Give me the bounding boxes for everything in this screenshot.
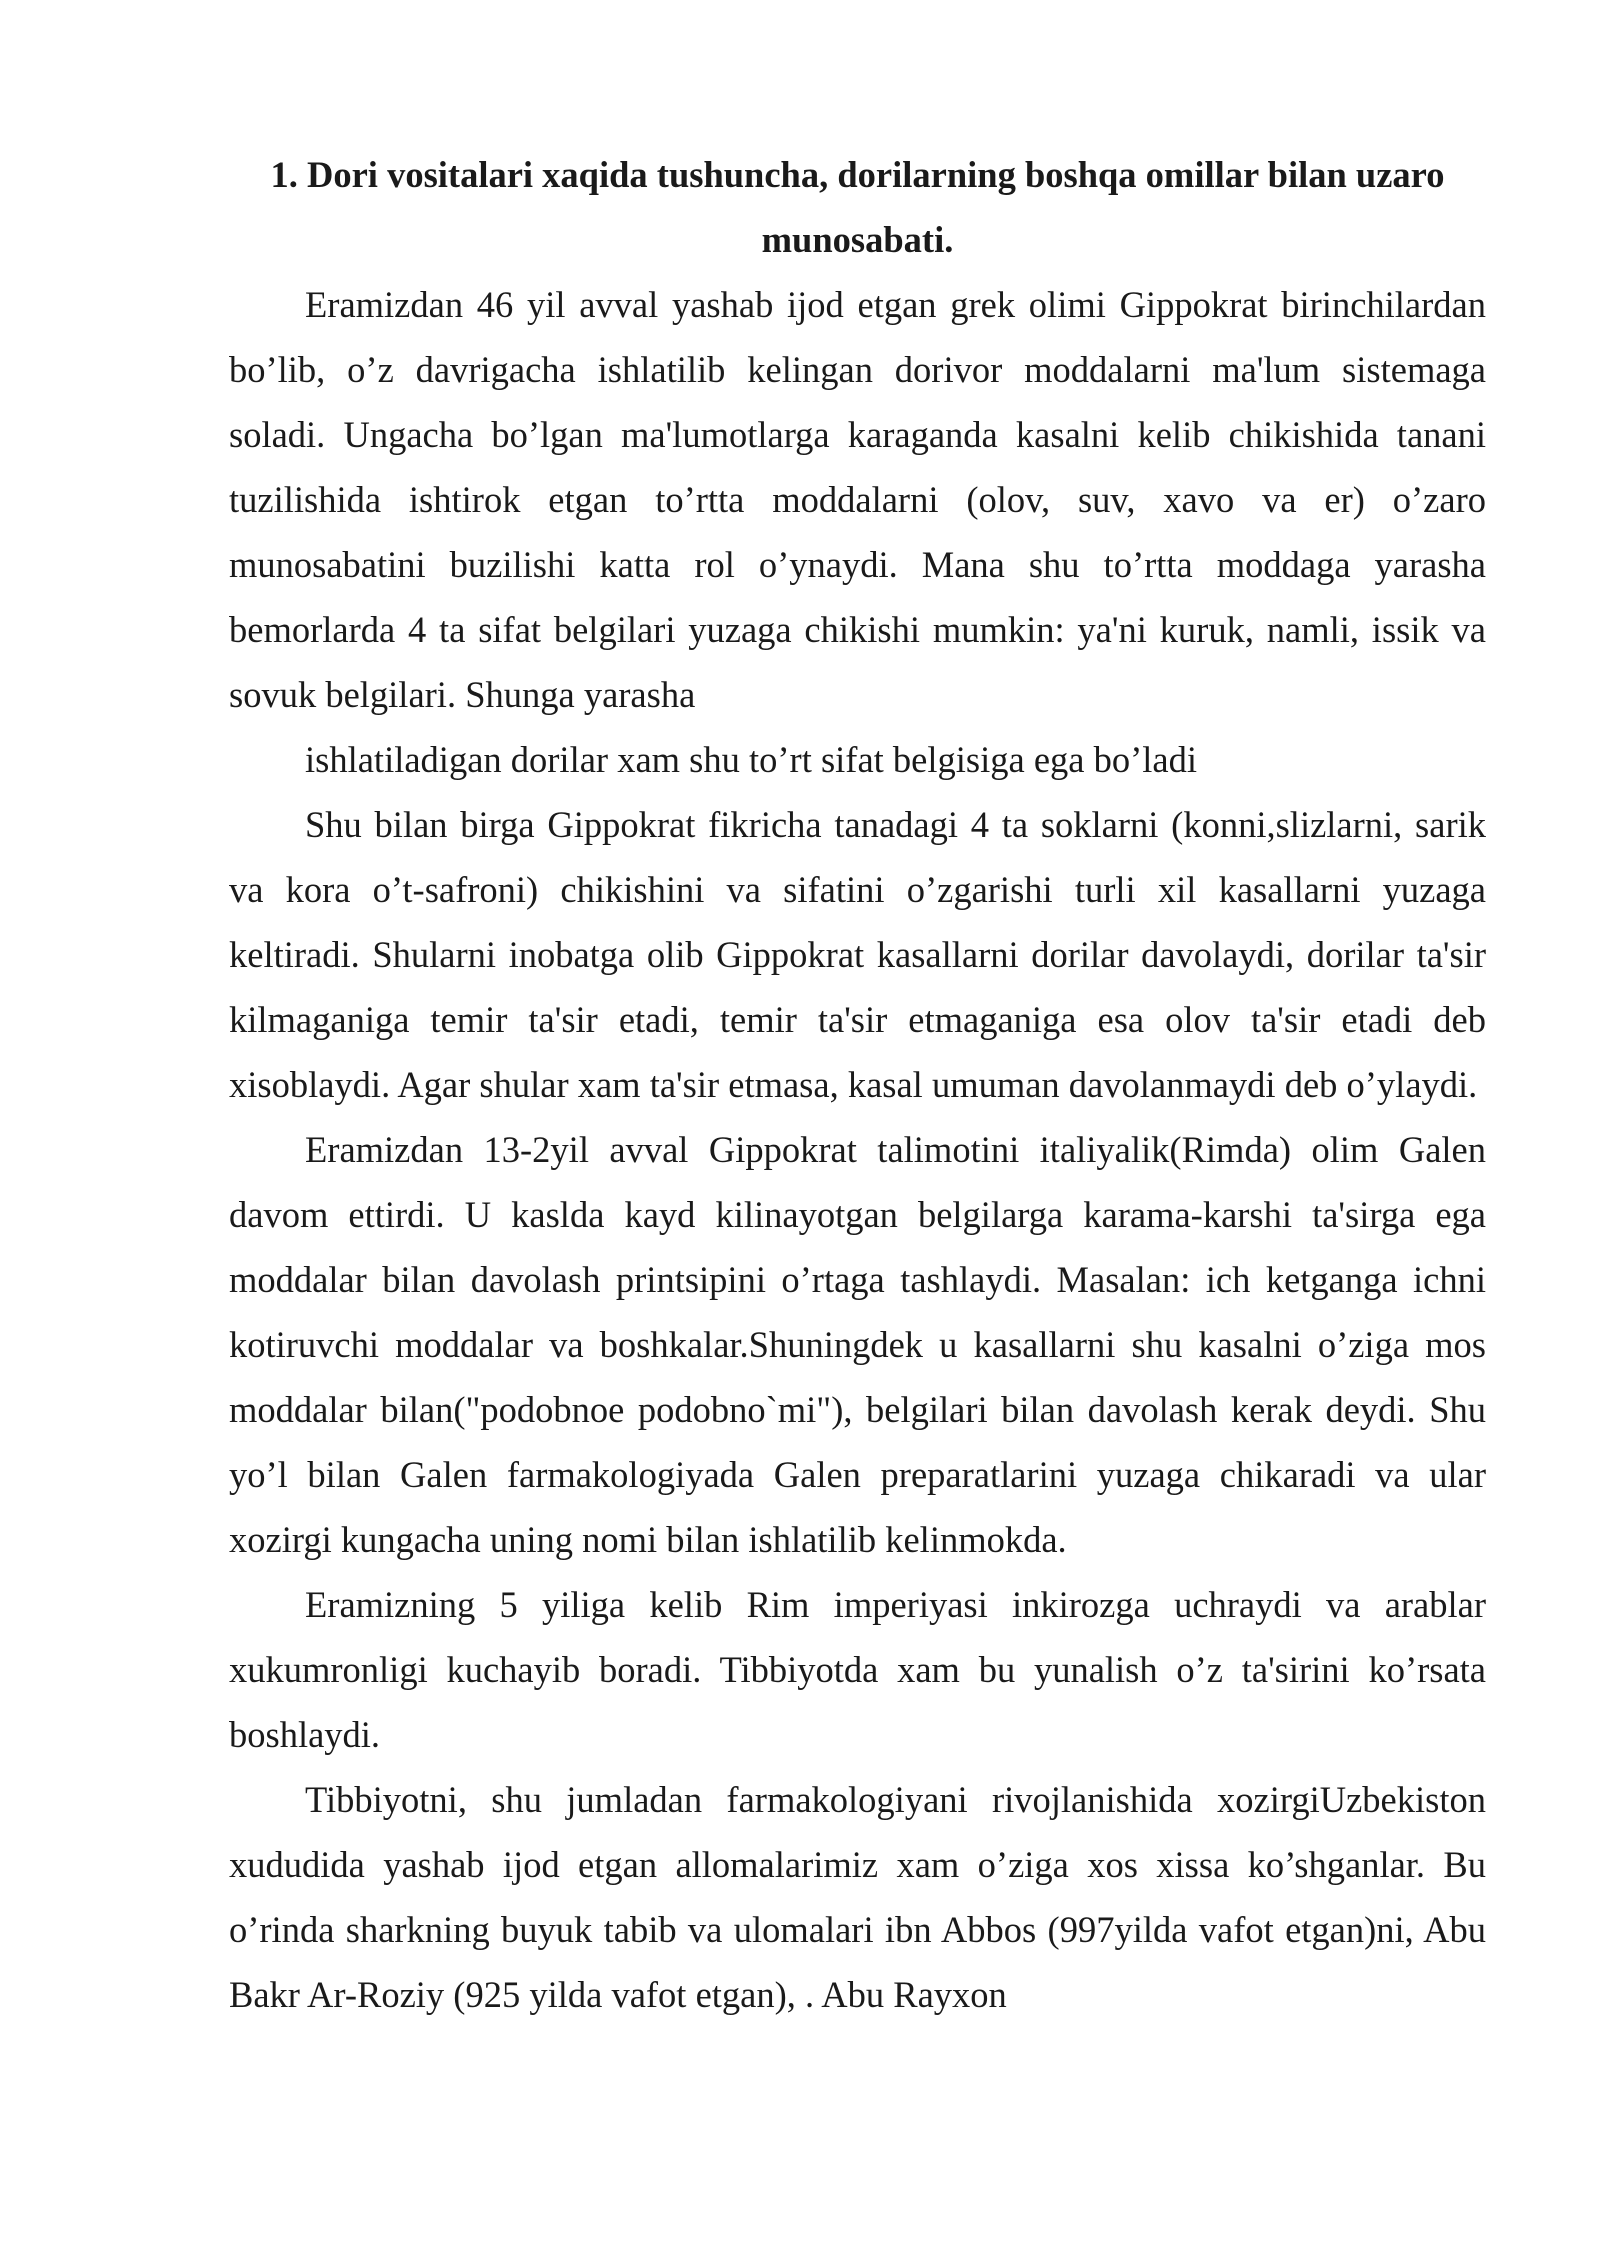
paragraph-6: Tibbiyotni, shu jumladan farmakologiyani rivojlanishida xozirgiUzbekiston xududida yashab ijod etgan allomalarimiz xam o’ziga xos xissa ko’shganlar. Bu o’rinda sharkning buyuk tabib va ulomalari ibn Abbos (997yilda vafot etgan)ni, Abu Bakr Ar-Roziy (925 yilda vafot etgan), . Abu Rayxon: [229, 1779, 1486, 2015]
paragraph-3: Shu bilan birga Gippokrat fikricha tanadagi 4 ta soklarni (konni,slizlarni, sarik va kora o’t-safroni) chikishini va sifatini o’zgarishi turli xil kasallarni yuzaga keltiradi. Shularni inobatga olib Gippokrat kasallarni dorilar davolaydi, dorilar ta'sir kilmaganiga temir ta'sir etadi, temir ta'sir etmaganiga esa olov ta'sir etadi deb xisoblaydi. Agar shular xam ta'sir etmasa, kasal umuman davolanmaydi deb o’ylaydi.: [229, 804, 1486, 1105]
document-page: [229, 142, 1486, 2027]
document-heading: [229, 142, 1486, 272]
paragraph-2: ishlatiladigan dorilar xam shu to’rt sifat belgisiga ega bo’ladi: [305, 739, 1197, 780]
paragraph-4: Eramizdan 13-2yil avval Gippokrat talimotini italiyalik(Rimda) olim Galen davom ettirdi. U kasldа kayd kilinayotgan belgilarga karama-karshi ta'sirga ega moddalar bilan davolash printsipini o’rtaga tashlaydi. Masalan: ich ketganga ichni kotiruvchi moddalar va boshkalar.Shuningdek u kasallarni shu kasalni o’ziga mos moddalar bilan("podobnoe podobno`mi"), belgilari bilan davolash kerak deydi. Shu yo’l bilan Galen farmakologiyada Galen preparatlarini yuzaga chikaradi va ular xozirgi kungacha uning nomi bilan ishlatilib kelinmokda.: [229, 1129, 1486, 1560]
heading-line-2: munosabati.: [761, 219, 954, 260]
heading-line-1: 1. Dori vositalari xaqida tushuncha, dorilarning boshqa omillar bilan uzaro: [270, 154, 1445, 195]
paragraph-5: Eramizning 5 yiliga kelib Rim imperiyasi inkirozga uchraydi va arablar xukumronligi kuchayib boradi. Tibbiyotda xam bu yunalish o’z ta'sirini ko’rsata boshlaydi.: [229, 1584, 1486, 1755]
paragraph-1: Eramizdan 46 yil avval yashab ijod etgan grek olimi Gippokrat birinchilardan bo’lib, o’z davrigacha ishlatilib kelingan dorivor moddalarni ma'lum sistemaga soladi. Ungacha bo’lgan ma'lumotlarga karaganda kasalni kelib chikishida tanani tuzilishida ishtirok etgan to’rtta moddalarni (olov, suv, xavo va er) o’zaro munosabatini buzilishi katta rol o’ynaydi. Mana shu to’rtta moddaga yarasha bemorlarda 4 ta sifat belgilari yuzaga chikishi mumkin: ya'ni kuruk, namli, issik va sovuk belgilari. Shunga yarasha: [229, 284, 1486, 715]
